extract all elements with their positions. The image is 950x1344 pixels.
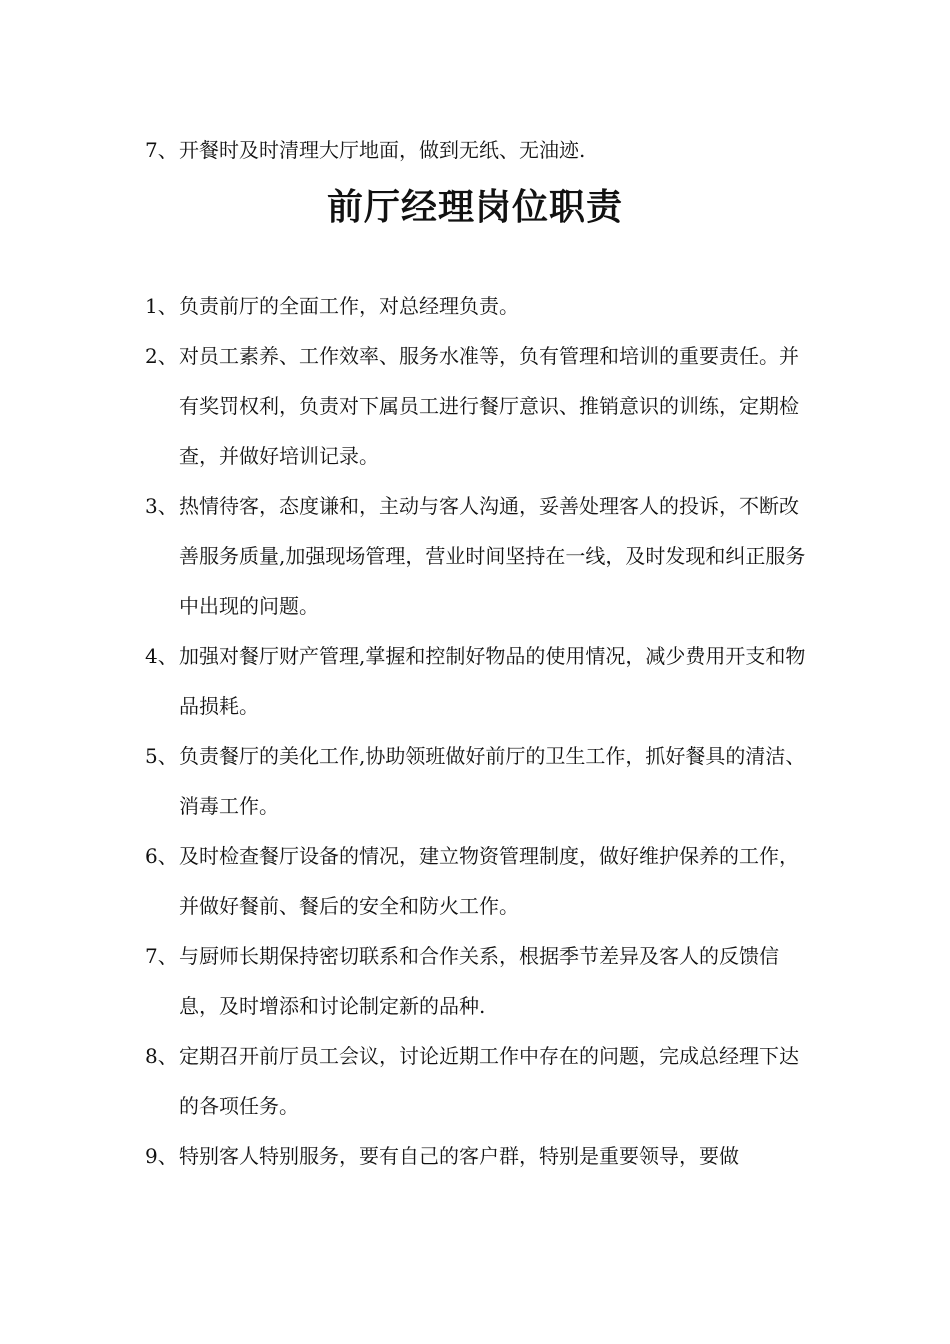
list-item: [145, 481, 810, 631]
item-number: 1、: [145, 294, 178, 318]
item-text: 开餐时及时清理大厅地面，做到无纸、无油迹.: [179, 138, 586, 162]
item-number: 7、: [145, 944, 178, 968]
item-number: 4、: [145, 644, 178, 668]
item-text: 加强对餐厅财产管理,掌握和控制好物品的使用情况，减少费用开支和物品损耗。: [179, 644, 806, 718]
list-item: [145, 831, 810, 931]
item-number: 3、: [145, 494, 178, 518]
item-text: 与厨师长期保持密切联系和合作关系，根据季节差异及客人的反馈信息，及时增添和讨论制定新的品种.: [179, 944, 779, 1018]
item-number: 7、: [145, 138, 178, 162]
list-item: [145, 281, 810, 331]
item-text: 定期召开前厅员工会议，讨论近期工作中存在的问题，完成总经理下达的各项任务。: [179, 1044, 799, 1118]
page-title: 前厅经理岗位职责: [326, 187, 623, 228]
list-item: [145, 731, 810, 831]
item-text: 特别客人特别服务，要有自己的客户群，特别是重要领导，要做: [179, 1144, 739, 1168]
item-text: 及时检查餐厅设备的情况，建立物资管理制度，做好维护保养的工作，并做好餐前、餐后的安全和防火工作。: [179, 844, 799, 918]
item-text: 热情待客，态度谦和，主动与客人沟通，妥善处理客人的投诉，不断改善服务质量,加强现场管理，营业时间坚持在一线，及时发现和纠正服务中出现的问题。: [179, 494, 806, 618]
item-text: 负责前厅的全面工作，对总经理负责。: [179, 294, 519, 318]
item-number: 8、: [145, 1044, 178, 1068]
item-text: 负责餐厅的美化工作,协助领班做好前厅的卫生工作，抓好餐具的清洁、消毒工作。: [179, 744, 806, 818]
list-item: [145, 1031, 810, 1131]
list-item: [145, 331, 810, 481]
list-item: [145, 931, 810, 1031]
list-item: [145, 1131, 810, 1181]
carryover-item: [145, 125, 810, 175]
list-item: [145, 631, 810, 731]
item-number: 6、: [145, 844, 178, 868]
item-number: 5、: [145, 744, 178, 768]
item-text: 对员工素养、工作效率、服务水准等，负有管理和培训的重要责任。并有奖罚权利，负责对下属员工进行餐厅意识、推销意识的训练，定期检查，并做好培训记录。: [179, 344, 799, 468]
item-number: 2、: [145, 344, 178, 368]
item-number: 9、: [145, 1144, 178, 1168]
